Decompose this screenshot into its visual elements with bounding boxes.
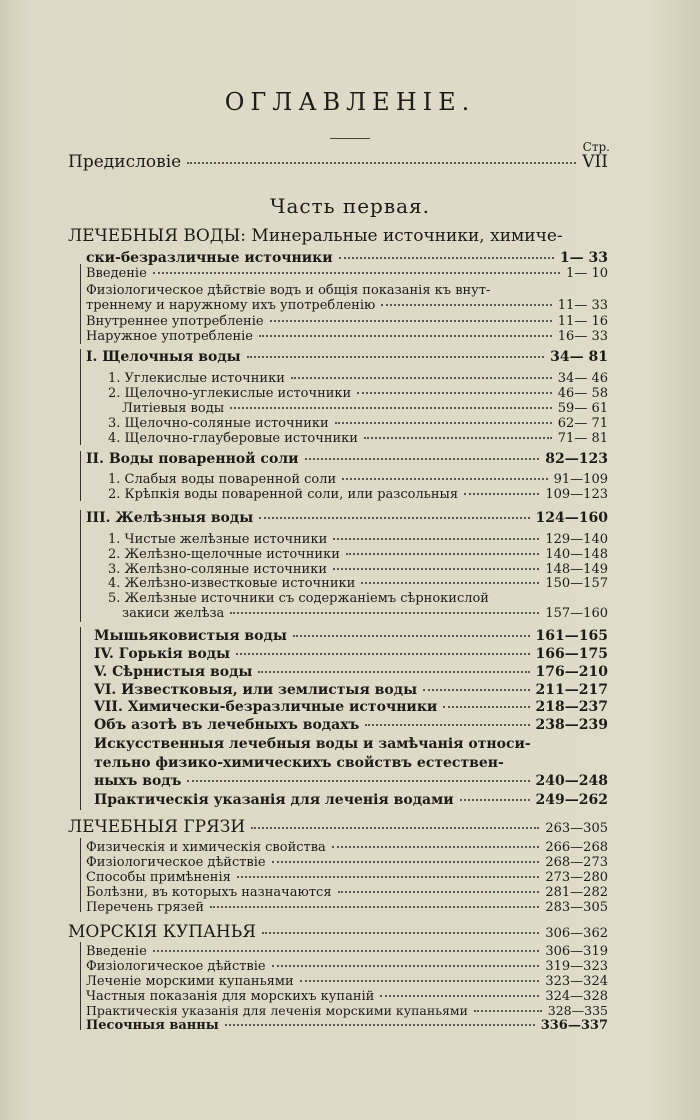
section-bracket <box>80 451 81 501</box>
toc-entry-page: 91—109 <box>553 472 608 487</box>
toc-entry-label: 1. Чистые желѣзные источники <box>108 532 328 547</box>
toc-entry <box>108 431 608 446</box>
toc-entry <box>108 487 608 502</box>
toc-entry <box>94 773 608 789</box>
dot-leader <box>230 612 539 614</box>
toc-preface-page: VII <box>582 152 608 172</box>
toc-entry-label: II. Воды поваренной соли <box>86 451 299 467</box>
toc-entry-page: 1— 10 <box>566 266 608 281</box>
dot-leader <box>305 458 540 460</box>
toc-entry-page: 62— 71 <box>557 416 608 431</box>
title-rule <box>330 138 370 139</box>
toc-entry-page: 281—282 <box>545 885 608 900</box>
dot-leader <box>153 272 560 274</box>
toc-entry-label: ЛЕЧЕБНЫЯ ГРЯЗИ <box>68 817 246 837</box>
toc-entry-page: 319—323 <box>545 959 608 974</box>
dot-leader <box>333 538 539 540</box>
section-bracket <box>80 838 81 912</box>
toc-entry-page: 266—268 <box>545 840 608 855</box>
toc-entry-page: 273—280 <box>545 870 608 885</box>
toc-entry-page: 16— 33 <box>557 329 608 344</box>
toc-entry <box>108 371 608 386</box>
toc-entry-page: 129—140 <box>545 532 608 547</box>
toc-entry-page: 249—262 <box>535 792 608 808</box>
dot-leader <box>365 724 529 726</box>
dot-leader <box>237 876 540 878</box>
toc-entry <box>122 401 608 416</box>
toc-entry <box>68 922 608 942</box>
dot-leader <box>423 689 529 691</box>
toc-entry-page: 140—148 <box>545 547 608 562</box>
dot-leader <box>380 995 539 997</box>
dot-leader <box>272 965 540 967</box>
toc-entry <box>108 547 608 562</box>
toc-entry <box>108 591 489 606</box>
part-title: Часть первая. <box>269 194 431 218</box>
section-bracket <box>80 942 81 1030</box>
toc-entry-page: 211—217 <box>535 682 608 698</box>
toc-entry <box>108 416 608 431</box>
dot-leader <box>259 335 552 337</box>
toc-entry <box>94 664 608 680</box>
toc-entry-page: 324—328 <box>545 989 608 1004</box>
dot-leader <box>332 846 540 848</box>
toc-entry-page: 82—123 <box>545 451 608 467</box>
toc-entry <box>86 349 608 365</box>
toc-entry <box>122 606 608 621</box>
toc-entry-page: 150—157 <box>545 576 608 591</box>
toc-entry <box>94 736 531 752</box>
toc-entry-label: 3. Желѣзно-соляные источники <box>108 562 327 577</box>
dot-leader <box>357 392 552 394</box>
dot-leader <box>346 553 539 555</box>
toc-entry-label: Введеніе <box>86 944 147 959</box>
toc-entry <box>86 885 608 900</box>
toc-entry <box>86 870 608 885</box>
page-title: ОГЛАВЛЕНІЕ. <box>224 88 476 116</box>
toc-entry-page: 1— 33 <box>559 250 608 266</box>
toc-entry-label: Наружное употребленіе <box>86 329 253 344</box>
section-bracket <box>80 349 81 445</box>
dot-leader <box>364 437 552 439</box>
toc-entry <box>108 576 608 591</box>
toc-entry-label: Объ азотѣ въ лечебныхъ водахъ <box>94 717 360 733</box>
toc-entry-page: 328—335 <box>547 1003 608 1018</box>
toc-entry-label: тельно физико-химическихъ свойствъ естествен- <box>94 755 504 771</box>
toc-entry-page: 59— 61 <box>557 401 608 416</box>
dot-leader <box>342 478 547 480</box>
toc-entry <box>86 250 608 266</box>
dot-leader <box>464 493 539 495</box>
toc-entry-page: 34— 46 <box>557 371 608 386</box>
toc-entry-label: 5. Желѣзные источники съ содержаніемъ сѣрнокислой <box>108 591 489 606</box>
toc-entry-label: Песочныя ванны <box>86 1018 219 1033</box>
toc-entry-label: ски-безразличные источники <box>86 250 333 266</box>
toc-entry-label: III. Желѣзныя воды <box>86 510 254 526</box>
dot-leader <box>361 582 539 584</box>
toc-entry-label: МОРСКІЯ КУПАНЬЯ <box>68 922 256 942</box>
toc-entry <box>86 855 608 870</box>
toc-entry <box>86 840 608 855</box>
dot-leader <box>258 671 529 673</box>
toc-entry-label: Физическія и химическія свойства <box>86 840 326 855</box>
toc-entry <box>94 792 608 808</box>
dot-leader <box>262 932 539 934</box>
dot-leader <box>270 320 552 322</box>
toc-entry <box>94 628 608 644</box>
page-column-header: Стр. <box>582 140 610 154</box>
toc-entry-page: 306—362 <box>545 926 608 941</box>
toc-entry <box>108 386 608 401</box>
section-bracket <box>80 627 81 810</box>
toc-entry-label: Леченіе морскими купаньями <box>86 974 294 989</box>
toc-entry-label: Перечень грязей <box>86 900 204 915</box>
toc-entry-label: 2. Желѣзно-щелочные источники <box>108 547 340 562</box>
toc-entry-page: 323—324 <box>545 974 608 989</box>
toc-entry-page: 46— 58 <box>557 386 608 401</box>
toc-entry-page: 166—175 <box>535 646 608 662</box>
dot-leader <box>153 950 540 952</box>
toc-entry-label: Физіологическое дѣйствіе <box>86 959 266 974</box>
dot-leader <box>259 517 529 519</box>
toc-entry-page: 268—273 <box>545 855 608 870</box>
section-bracket <box>80 264 81 344</box>
dot-leader <box>236 653 529 655</box>
toc-entry-label: ЛЕЧЕБНЫЯ ВОДЫ: Минеральные источники, химиче- <box>68 226 563 246</box>
toc-entry-label: 1. Углекислые источники <box>108 371 285 386</box>
toc-entry-page: 306—319 <box>545 944 608 959</box>
dot-leader <box>187 780 529 782</box>
toc-entry <box>86 974 608 989</box>
toc-entry <box>86 959 608 974</box>
toc-entry-label: Физіологическое дѣйствіе <box>86 855 266 870</box>
toc-preface <box>68 152 608 172</box>
toc-entry-label: Болѣзни, въ которыхъ назначаются <box>86 885 332 900</box>
toc-entry <box>86 1018 608 1033</box>
dot-leader <box>300 980 540 982</box>
toc-entry <box>94 717 608 733</box>
toc-entry <box>86 900 608 915</box>
toc-entry-label: Частныя показанія для морскихъ купаній <box>86 989 375 1004</box>
dot-leader <box>460 799 530 801</box>
toc-entry <box>86 510 608 526</box>
dot-leader <box>474 1010 542 1012</box>
toc-entry-page: 71— 81 <box>557 431 608 446</box>
toc-entry-label: VI. Известковыя, или землистыя воды <box>94 682 418 698</box>
dot-leader <box>230 407 552 409</box>
toc-entry-page: 34— 81 <box>550 349 608 365</box>
toc-entry <box>68 226 563 246</box>
toc-entry-page: 263—305 <box>545 821 608 836</box>
toc-entry-label: треннему и наружному ихъ употребленію <box>86 298 376 313</box>
section-bracket <box>80 510 81 622</box>
dot-leader <box>443 706 529 708</box>
toc-entry-label: 2. Щелочно-углекислые источники <box>108 386 352 401</box>
dot-leader <box>272 861 540 863</box>
toc-entry-page: 240—248 <box>535 773 608 789</box>
toc-entry-label: закиси желѣза <box>122 606 225 621</box>
dot-leader <box>293 635 530 637</box>
toc-entry-label: 2. Крѣпкія воды поваренной соли, или разсольныя <box>108 487 459 502</box>
toc-entry <box>94 682 608 698</box>
dot-leader <box>187 162 576 164</box>
toc-entry-page: 11— 33 <box>557 298 608 313</box>
toc-entry <box>108 562 608 577</box>
toc-entry-label: Физіологическое дѣйствіе водъ и общія показанія къ внут- <box>86 283 491 298</box>
toc-entry-label: Внутреннее употребленіе <box>86 314 264 329</box>
toc-entry-label: 1. Слабыя воды поваренной соли <box>108 472 337 487</box>
toc-entry-label: Искусственныя лечебныя воды и замѣчанія относи- <box>94 736 531 752</box>
toc-entry <box>94 646 608 662</box>
dot-leader <box>210 906 539 908</box>
toc-entry-label: Литіевыя воды <box>122 401 225 416</box>
toc-entry-page: 157—160 <box>545 606 608 621</box>
toc-entry-label: Практическія указанія для леченія водами <box>94 792 454 808</box>
toc-entry-label: Мышьяковистыя воды <box>94 628 287 644</box>
toc-entry-page: 109—123 <box>545 487 608 502</box>
toc-entry <box>86 266 608 281</box>
toc-entry-page: 161—165 <box>535 628 608 644</box>
dot-leader <box>251 827 539 829</box>
toc-entry <box>108 532 608 547</box>
toc-entry-page: 11— 16 <box>557 314 608 329</box>
dot-leader <box>333 568 539 570</box>
toc-entry-label: I. Щелочныя воды <box>86 349 241 365</box>
toc-entry-page: 176—210 <box>535 664 608 680</box>
toc-entry <box>108 472 608 487</box>
toc-entry <box>86 298 608 313</box>
toc-entry-label: Способы примѣненія <box>86 870 231 885</box>
toc-entry <box>86 1003 608 1018</box>
toc-entry <box>94 755 504 771</box>
toc-entry-label: ныхъ водъ <box>94 773 182 789</box>
toc-entry <box>86 314 608 329</box>
toc-entry-page: 336—337 <box>540 1018 608 1033</box>
toc-entry-page: 124—160 <box>535 510 608 526</box>
dot-leader <box>291 377 552 379</box>
toc-entry <box>86 329 608 344</box>
dot-leader <box>338 891 540 893</box>
dot-leader <box>381 304 551 306</box>
toc-entry-label: V. Сѣрнистыя воды <box>94 664 253 680</box>
toc-entry <box>86 451 608 467</box>
toc-entry <box>86 283 490 298</box>
toc-entry-label: Введеніе <box>86 266 147 281</box>
dot-leader <box>335 422 552 424</box>
toc-entry-page: 218—237 <box>535 699 608 715</box>
toc-entry-page: 283—305 <box>545 900 608 915</box>
toc-entry-label: 4. Щелочно-глауберовые источники <box>108 431 358 446</box>
toc-entry <box>94 699 608 715</box>
toc-entry-page: 148—149 <box>545 562 608 577</box>
toc-entry-page: 238—239 <box>535 717 608 733</box>
toc-entry-label: VII. Химически-безразличные источники <box>94 699 438 715</box>
dot-leader <box>339 257 554 259</box>
dot-leader <box>225 1024 535 1026</box>
toc-entry <box>68 817 608 837</box>
toc-entry <box>86 989 608 1004</box>
dot-leader <box>247 356 544 358</box>
toc-entry-label: Практическія указанія для леченія морскими купаньями <box>86 1003 468 1018</box>
toc-entry-label: 4. Желѣзно-известковые источники <box>108 576 356 591</box>
toc-entry-label: IV. Горькія воды <box>94 646 231 662</box>
toc-entry-label: 3. Щелочно-соляные источники <box>108 416 329 431</box>
toc-entry <box>86 944 608 959</box>
toc-preface-label: Предисловіе <box>68 152 182 172</box>
